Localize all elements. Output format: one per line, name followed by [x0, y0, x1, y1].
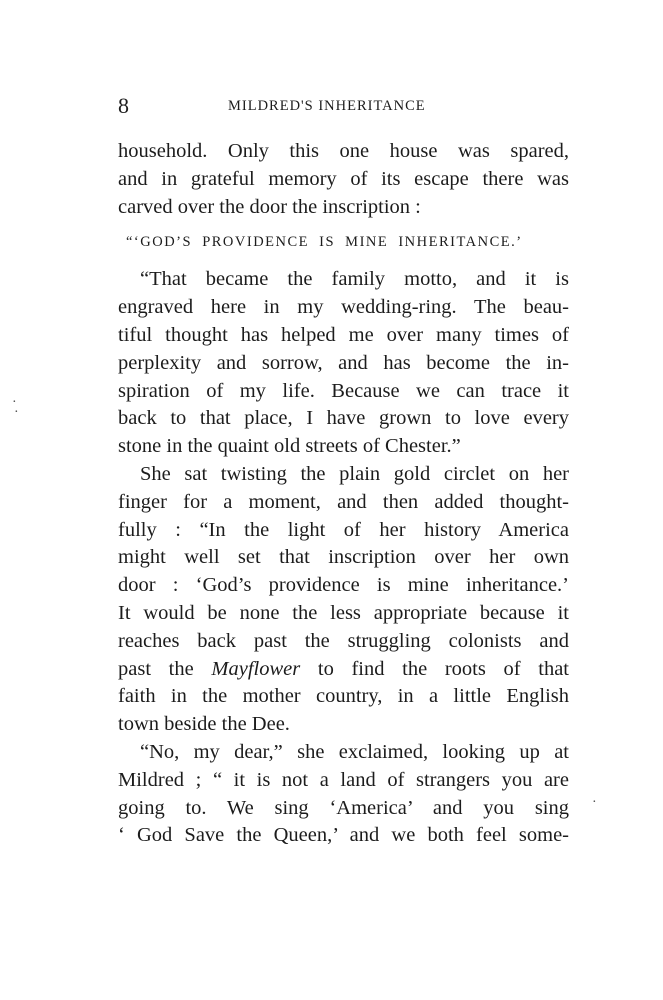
running-title: MILDRED'S INHERITANCE	[228, 98, 426, 114]
text-line: faith in the mother country, in a little English	[118, 685, 569, 708]
text-line: reaches back past the struggling colonists and	[118, 629, 569, 652]
text-line: stone in the quaint old streets of Chester.”	[118, 435, 461, 458]
ship-name-italic: Mayflower	[211, 657, 301, 680]
text-line: carved over the door the inscription :	[118, 195, 421, 218]
text-line: “That became the family motto, and it is	[140, 268, 569, 291]
text-line: ‘ God Save the Queen,’ and we both feel some-	[118, 824, 569, 847]
text-line: town beside the Dee.	[118, 713, 290, 736]
paragraph-2	[118, 266, 569, 461]
running-head	[118, 93, 569, 119]
text-line: door : ‘God’s providence is mine inheritance.’	[118, 574, 569, 597]
paragraph-3	[118, 461, 569, 739]
text-line: engraved here in my wedding-ring. The beau-	[118, 296, 569, 319]
text-line: tiful thought has helped me over many times of	[118, 323, 569, 346]
text-line: back to that place, I have grown to love every	[118, 407, 569, 430]
text-line: Mildred ; “ it is not a land of strangers you are	[118, 768, 569, 791]
body-text	[118, 138, 569, 850]
text-line: “No, my dear,” she exclaimed, looking up at	[140, 740, 569, 763]
text-line: spiration of my life. Because we can trace it	[118, 379, 569, 402]
text-line: She sat twisting the plain gold circlet on her	[140, 462, 569, 485]
text-fragment: to find the roots of that	[300, 657, 569, 680]
text-line: It would be none the less appropriate because it	[118, 601, 569, 624]
margin-speck: ·	[592, 795, 597, 810]
margin-speck: ·	[12, 395, 17, 410]
paragraph-4	[118, 739, 569, 850]
text-line: fully : “In the light of her history America	[118, 518, 569, 541]
book-page	[118, 93, 569, 850]
text-line: might well set that inscription over her own	[118, 546, 569, 569]
inscription: “‘GOD’S PROVIDENCE IS MINE INHERITANCE.’	[126, 234, 523, 251]
text-line: perplexity and sorrow, and has become the in-	[118, 351, 569, 374]
text-line: and in grateful memory of its escape there was	[118, 167, 569, 190]
text-line: household. Only this one house was spared,	[118, 140, 569, 162]
text-fragment: past the	[118, 657, 212, 680]
text-line: finger for a moment, and then added thought-	[118, 490, 569, 513]
margin-speck: ·	[14, 405, 19, 420]
text-line: going to. We sing ‘America’ and you sing	[118, 796, 569, 819]
text-line-mayflower	[118, 656, 569, 684]
page-number: 8	[118, 93, 129, 118]
paragraph-1	[118, 138, 569, 221]
